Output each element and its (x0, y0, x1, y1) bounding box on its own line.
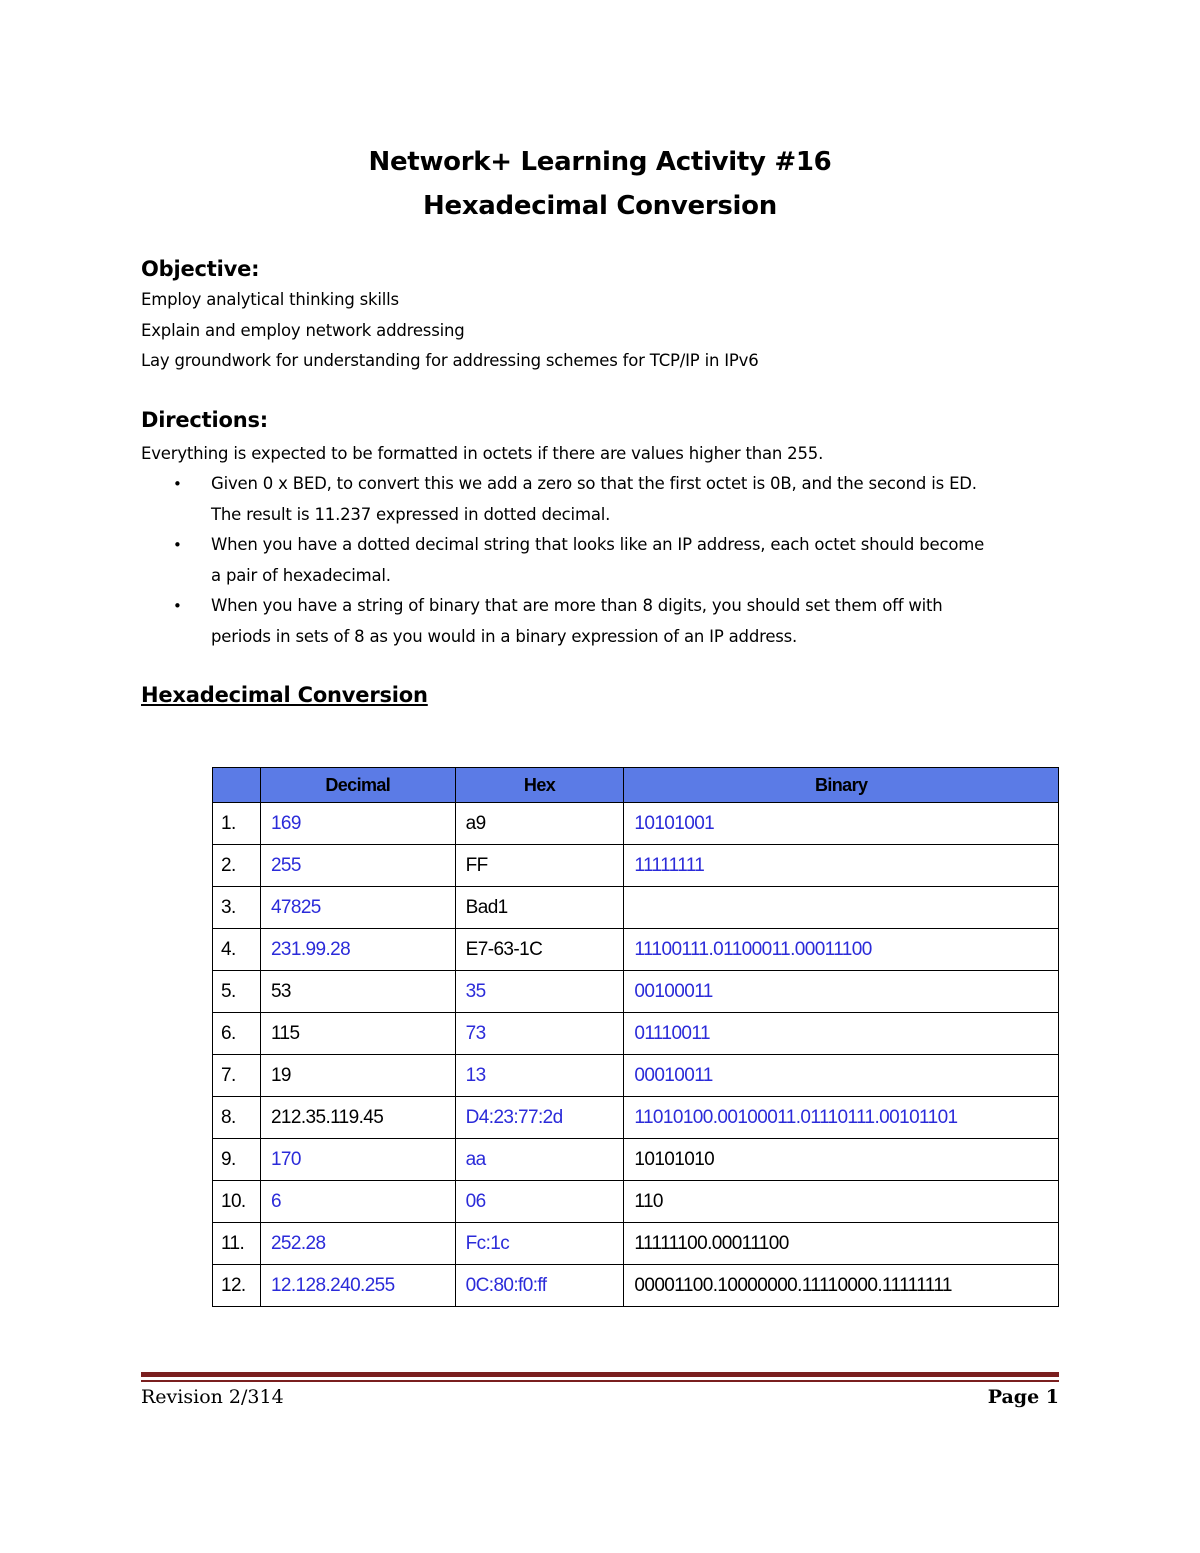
hex-cell: 06 (455, 1181, 624, 1223)
binary-cell: 00001100.10000000.11110000.11111111 (624, 1265, 1059, 1307)
footer-revision: Revision 2/314 (141, 1386, 284, 1408)
direction-bullet-1-line1: Given 0 x BED, to convert this we add a zero so that the first octet is 0B, and the second is ED. (211, 474, 977, 493)
hex-cell: 13 (455, 1055, 624, 1097)
footer-divider (141, 1372, 1059, 1377)
row-number: 9. (213, 1139, 261, 1181)
direction-bullet-2-line1: When you have a dotted decimal string that looks like an IP address, each octet should become (211, 535, 985, 554)
table-row (213, 845, 1059, 887)
row-number: 12. (213, 1265, 261, 1307)
row-number: 11. (213, 1223, 261, 1265)
row-number: 3. (213, 887, 261, 929)
directions-intro: Everything is expected to be formatted in octets if there are values higher than 255. (141, 444, 824, 463)
hex-cell: aa (455, 1139, 624, 1181)
hex-cell: 73 (455, 1013, 624, 1055)
row-number: 7. (213, 1055, 261, 1097)
row-number: 4. (213, 929, 261, 971)
decimal-cell: 231.99.28 (260, 929, 455, 971)
bullet-point: • (173, 475, 182, 493)
hex-cell: 0C:80:f0:ff (455, 1265, 624, 1307)
table-row (213, 1097, 1059, 1139)
direction-bullet-1-line2: The result is 11.237 expressed in dotted decimal. (211, 505, 611, 524)
decimal-cell: 169 (260, 803, 455, 845)
hex-cell: 35 (455, 971, 624, 1013)
objective-heading: Objective: (141, 257, 260, 281)
binary-cell: 10101001 (624, 803, 1059, 845)
row-number: 5. (213, 971, 261, 1013)
row-number: 6. (213, 1013, 261, 1055)
direction-bullet-3-line2: periods in sets of 8 as you would in a binary expression of an IP address. (211, 627, 798, 646)
objective-item: Lay groundwork for understanding for addressing schemes for TCP/IP in IPv6 (141, 351, 759, 370)
decimal-cell: 6 (260, 1181, 455, 1223)
decimal-cell: 170 (260, 1139, 455, 1181)
direction-bullet-2-line2: a pair of hexadecimal. (211, 566, 391, 585)
hex-cell: FF (455, 845, 624, 887)
conversion-table (212, 767, 1059, 1307)
table-row (213, 1013, 1059, 1055)
table-row (213, 887, 1059, 929)
table-row (213, 1223, 1059, 1265)
footer-page-number: Page 1 (987, 1386, 1059, 1408)
hex-cell: Bad1 (455, 887, 624, 929)
hex-cell: a9 (455, 803, 624, 845)
binary-cell: 11010100.00100011.01110111.00101101 (624, 1097, 1059, 1139)
binary-cell: 11111111 (624, 845, 1059, 887)
binary-cell: 11100111.01100011.00011100 (624, 929, 1059, 971)
footer-divider-thin (141, 1380, 1059, 1382)
binary-cell: 110 (624, 1181, 1059, 1223)
binary-cell: 10101010 (624, 1139, 1059, 1181)
header-index (213, 768, 261, 803)
row-number: 2. (213, 845, 261, 887)
section-heading: Hexadecimal Conversion (141, 683, 428, 707)
objective-item: Employ analytical thinking skills (141, 290, 399, 309)
table-header-row (213, 768, 1059, 803)
directions-heading: Directions: (141, 408, 268, 432)
binary-cell: 00100011 (624, 971, 1059, 1013)
header-decimal: Decimal (260, 768, 455, 803)
binary-cell: 01110011 (624, 1013, 1059, 1055)
binary-cell: 11111100.00011100 (624, 1223, 1059, 1265)
hex-cell: D4:23:77:2d (455, 1097, 624, 1139)
table-row (213, 971, 1059, 1013)
decimal-cell: 115 (260, 1013, 455, 1055)
table-row (213, 803, 1059, 845)
hex-cell: Fc:1c (455, 1223, 624, 1265)
direction-bullet-3-line1: When you have a string of binary that are more than 8 digits, you should set them off with (211, 596, 943, 615)
table-row (213, 1181, 1059, 1223)
row-number: 1. (213, 803, 261, 845)
decimal-cell: 47825 (260, 887, 455, 929)
decimal-cell: 252.28 (260, 1223, 455, 1265)
table-row (213, 1055, 1059, 1097)
bullet-point: • (173, 597, 182, 615)
table-row (213, 1139, 1059, 1181)
decimal-cell: 12.128.240.255 (260, 1265, 455, 1307)
document-subtitle: Hexadecimal Conversion (423, 191, 777, 221)
table-row (213, 1265, 1059, 1307)
decimal-cell: 212.35.119.45 (260, 1097, 455, 1139)
table-row (213, 929, 1059, 971)
header-hex: Hex (455, 768, 624, 803)
document-title: Network+ Learning Activity #16 (368, 147, 832, 177)
hex-cell: E7-63-1C (455, 929, 624, 971)
row-number: 8. (213, 1097, 261, 1139)
binary-cell: 00010011 (624, 1055, 1059, 1097)
header-binary: Binary (624, 768, 1059, 803)
decimal-cell: 19 (260, 1055, 455, 1097)
objective-item: Explain and employ network addressing (141, 321, 465, 340)
row-number: 10. (213, 1181, 261, 1223)
decimal-cell: 255 (260, 845, 455, 887)
binary-cell (624, 887, 1059, 929)
decimal-cell: 53 (260, 971, 455, 1013)
bullet-point: • (173, 536, 182, 554)
